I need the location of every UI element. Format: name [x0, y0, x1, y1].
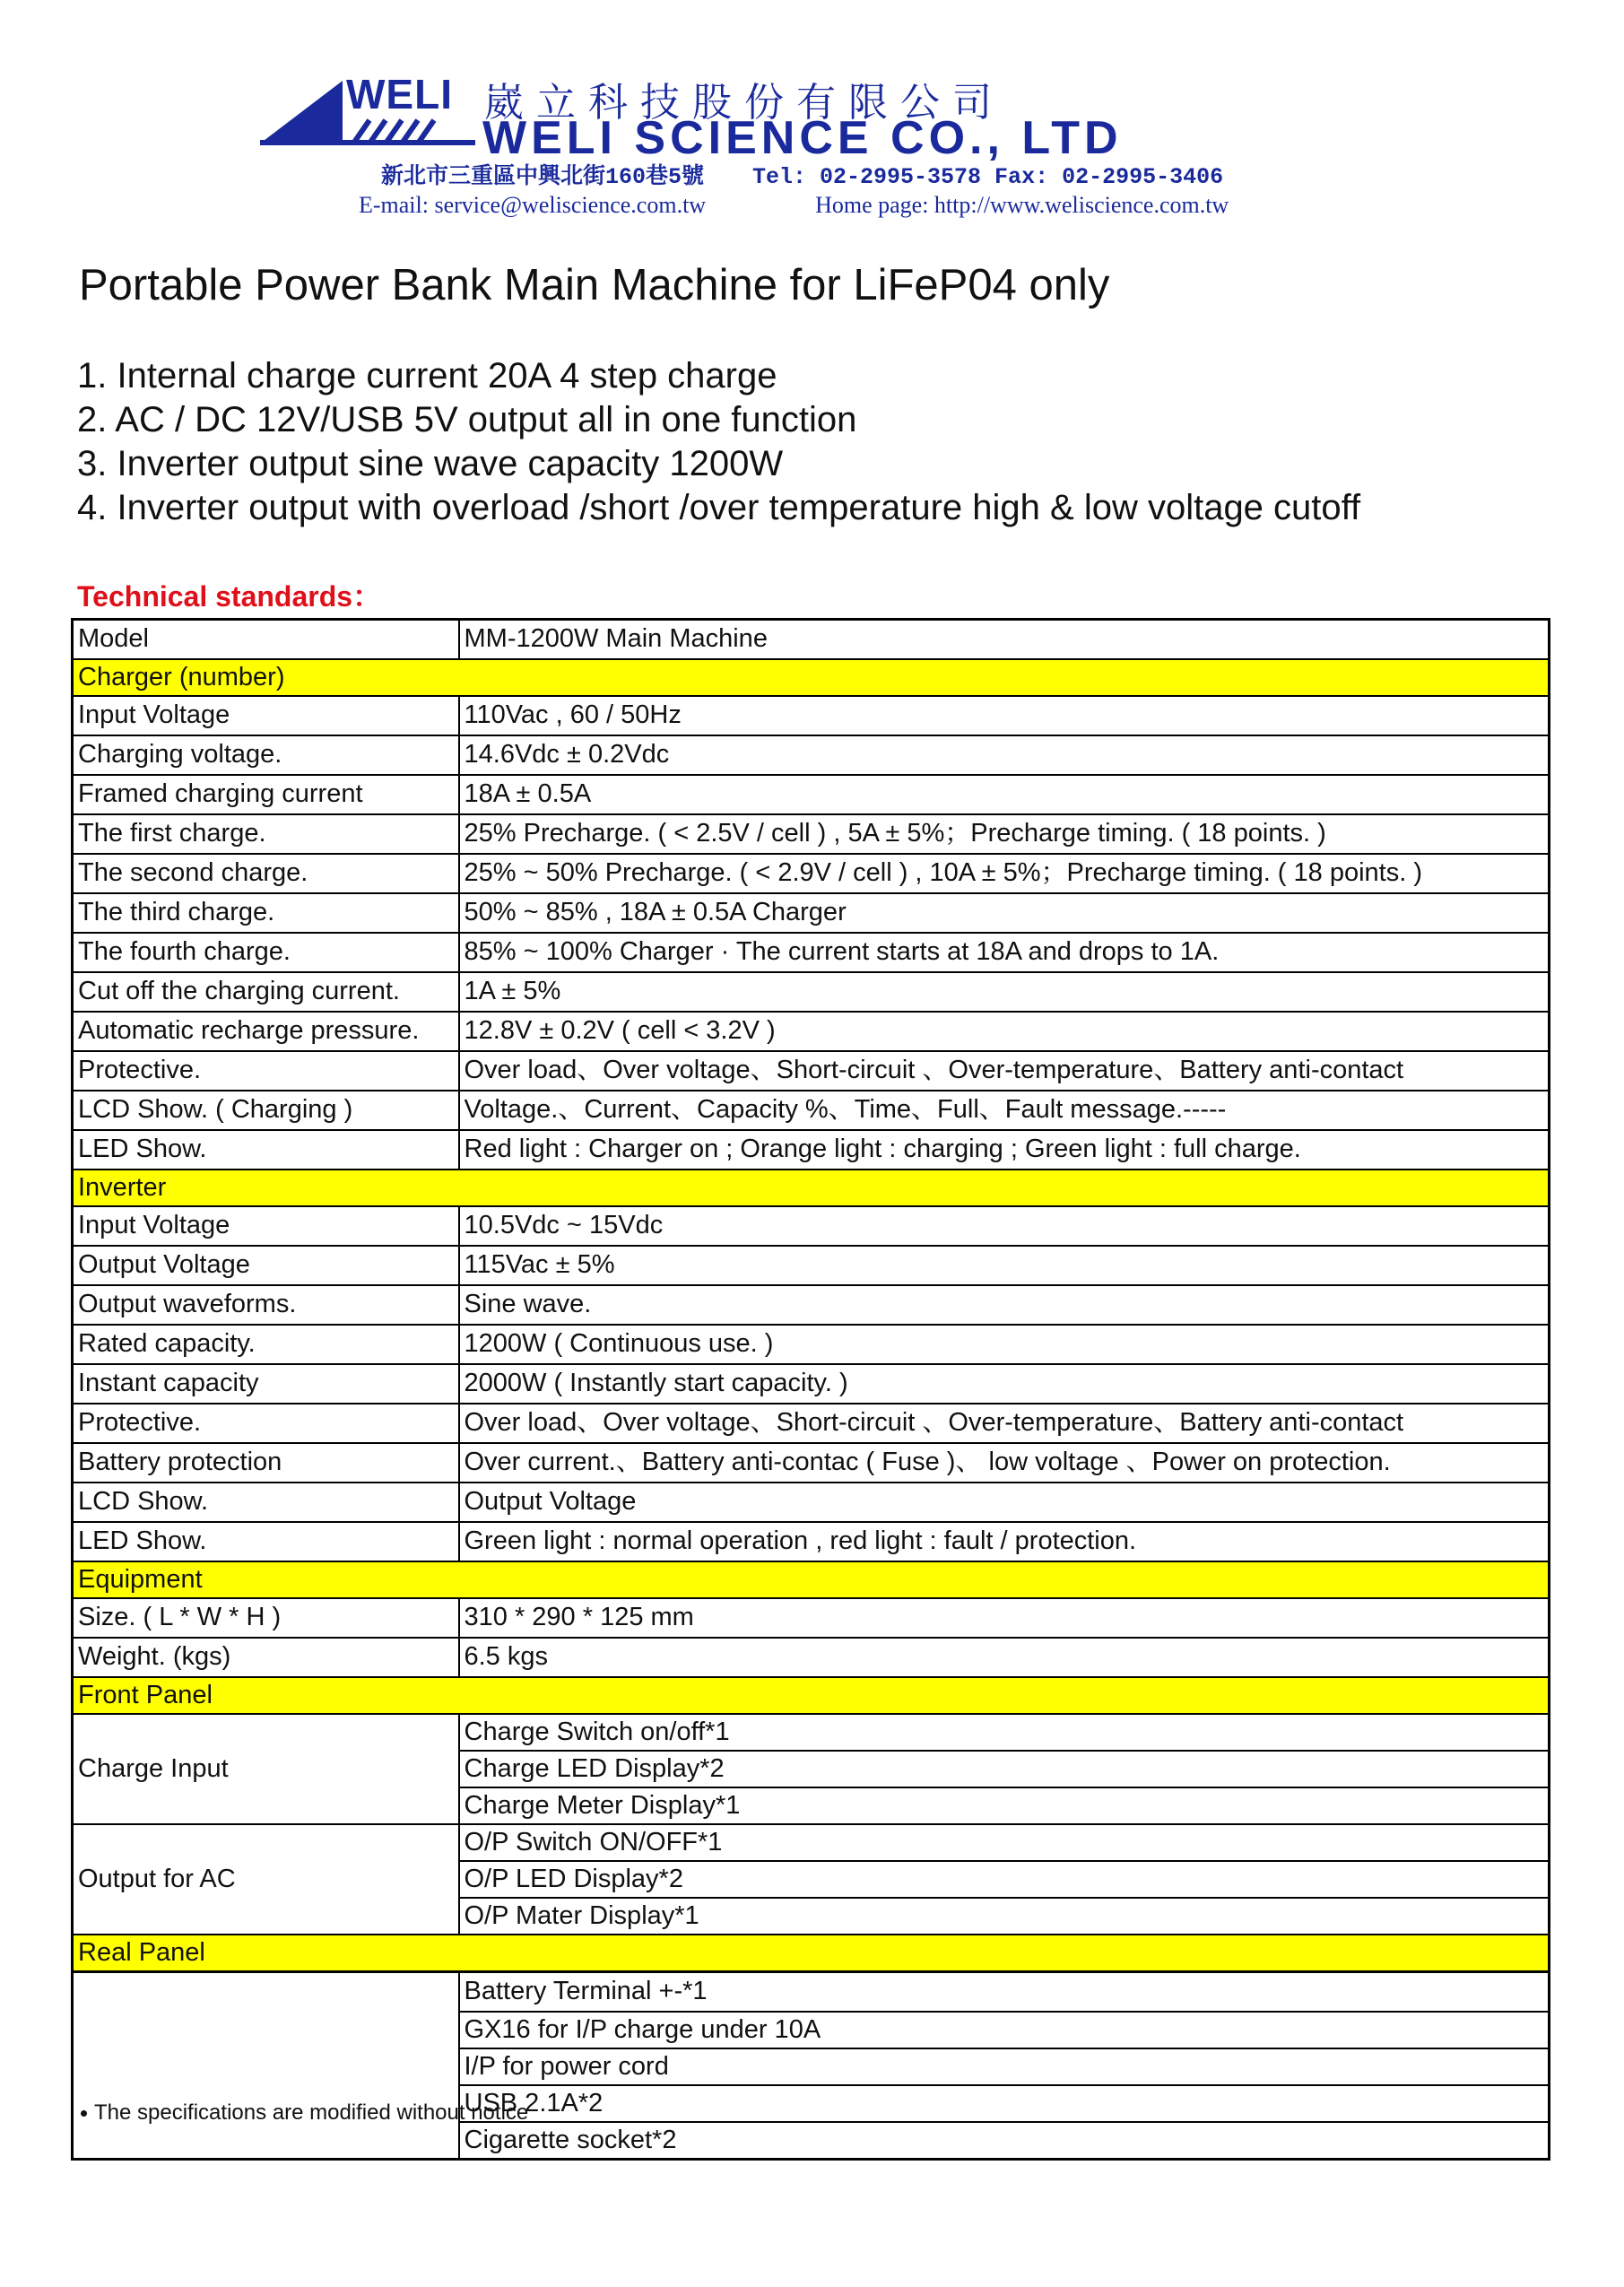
table-row: [73, 893, 1550, 933]
section-header-charger: [73, 659, 1550, 696]
spec-label: Rated capacity.: [73, 1325, 459, 1364]
spec-label: Charging voltage.: [73, 735, 459, 775]
address-line: [381, 158, 1223, 190]
spec-value: O/P Mater Display*1: [459, 1898, 1550, 1935]
spec-table: [71, 618, 1550, 2161]
spec-label: Automatic recharge pressure.: [73, 1012, 459, 1051]
document-title: Portable Power Bank Main Machine for LiFeP04 only: [79, 261, 1110, 309]
table-row: [73, 775, 1550, 814]
table-row: [73, 814, 1550, 854]
section-header-front-panel: [73, 1677, 1550, 1714]
email-link[interactable]: E-mail: service@weliscience.com.tw: [359, 192, 707, 218]
table-row: [73, 1246, 1550, 1285]
spec-value: Output Voltage: [459, 1483, 1550, 1522]
spec-label: The fourth charge.: [73, 933, 459, 972]
spec-value: 85% ~ 100% Charger · The current starts at 18A and drops to 1A.: [459, 933, 1550, 972]
spec-value: Sine wave.: [459, 1285, 1550, 1325]
footnote-text: The specifications are modified without notice: [94, 2100, 529, 2125]
spec-label: Size. ( L * W * H ): [73, 1598, 459, 1638]
table-row: [73, 1443, 1550, 1483]
section-header-real-panel: [73, 1935, 1550, 1972]
spec-value: 2000W ( Instantly start capacity. ): [459, 1364, 1550, 1404]
section-title: Charger (number): [73, 659, 1550, 696]
table-row: [73, 1972, 1550, 2013]
spec-value: 25% Precharge. ( < 2.5V / cell ) , 5A ± 5%；Precharge timing. ( 18 points. ): [459, 814, 1550, 854]
table-row: [73, 1285, 1550, 1325]
table-row: [73, 1522, 1550, 1561]
spec-value: Green light : normal operation , red light : fault / protection.: [459, 1522, 1550, 1561]
spec-value: Cigarette socket*2: [459, 2122, 1550, 2160]
section-title: Real Panel: [73, 1935, 1550, 1972]
table-row: [73, 1051, 1550, 1091]
feature-item: 3. Inverter output sine wave capacity 1200W: [77, 444, 784, 483]
spec-label: Instant capacity: [73, 1364, 459, 1404]
feature-item: 4. Inverter output with overload /short /over temperature high & low voltage cutoff: [77, 488, 1361, 527]
spec-label: LED Show.: [73, 1130, 459, 1170]
company-name-chinese: 崴立科技股份有限公司: [484, 80, 1004, 126]
spec-label: [73, 1972, 459, 2160]
table-row: [73, 1325, 1550, 1364]
spec-label: Protective.: [73, 1051, 459, 1091]
spec-label: Protective.: [73, 1404, 459, 1443]
company-name-english: WELI SCIENCE CO., LTD: [482, 112, 1123, 164]
section-header-inverter: [73, 1170, 1550, 1206]
section-title: Equipment: [73, 1561, 1550, 1598]
table-row: [73, 1824, 1550, 1861]
spec-label: Framed charging current: [73, 775, 459, 814]
bullet-icon: [81, 2110, 87, 2117]
spec-label: Weight. (kgs): [73, 1638, 459, 1677]
brand-wordmark: WELI: [346, 71, 453, 117]
table-row: [73, 735, 1550, 775]
spec-value: 310 * 290 * 125 mm: [459, 1598, 1550, 1638]
table-row: [73, 933, 1550, 972]
footnote: [81, 2100, 528, 2126]
section-title: Inverter: [73, 1170, 1550, 1206]
table-row: [73, 696, 1550, 735]
spec-label: LED Show.: [73, 1522, 459, 1561]
spec-value: 1200W ( Continuous use. ): [459, 1325, 1550, 1364]
table-row: [73, 1638, 1550, 1677]
table-row: [73, 1364, 1550, 1404]
feature-item: 2. AC / DC 12V/USB 5V output all in one function: [77, 400, 857, 439]
spec-value: Red light : Charger on ; Orange light : charging ; Green light : full charge.: [459, 1130, 1550, 1170]
spec-label: Output Voltage: [73, 1246, 459, 1285]
table-row: [73, 1483, 1550, 1522]
spec-value: 1A ± 5%: [459, 972, 1550, 1012]
spec-label: The second charge.: [73, 854, 459, 893]
spec-label: Cut off the charging current.: [73, 972, 459, 1012]
spec-value: 12.8V ± 0.2V ( cell < 3.2V ): [459, 1012, 1550, 1051]
spec-label: Battery protection: [73, 1443, 459, 1483]
spec-label: Input Voltage: [73, 1206, 459, 1246]
spec-value: MM-1200W Main Machine: [459, 620, 1550, 660]
company-address: 新北市三重區中興北街160巷5號: [381, 164, 705, 190]
table-row: [73, 1091, 1550, 1130]
table-row: [73, 972, 1550, 1012]
section-title: Front Panel: [73, 1677, 1550, 1714]
table-row: [73, 854, 1550, 893]
spec-label: The first charge.: [73, 814, 459, 854]
spec-value: Battery Terminal +-*1: [459, 1972, 1550, 2013]
table-row: [73, 1714, 1550, 1751]
table-row: [73, 1598, 1550, 1638]
spec-label: The third charge.: [73, 893, 459, 933]
technical-standards-heading: Technical standards：: [77, 580, 382, 613]
spec-value: Charge Switch on/off*1: [459, 1714, 1550, 1751]
spec-value: Over load、Over voltage、Short-circuit 、Over-temperature、Battery anti-contact: [459, 1051, 1550, 1091]
spec-value: Over load、Over voltage、Short-circuit 、Over-temperature、Battery anti-contact: [459, 1404, 1550, 1443]
spec-value: 115Vac ± 5%: [459, 1246, 1550, 1285]
spec-value: Charge LED Display*2: [459, 1751, 1550, 1787]
spec-value: GX16 for I/P charge under 10A: [459, 2012, 1550, 2048]
spec-value: O/P Switch ON/OFF*1: [459, 1824, 1550, 1861]
table-row: [73, 620, 1550, 660]
spec-value: 110Vac , 60 / 50Hz: [459, 696, 1550, 735]
spec-value: Charge Meter Display*1: [459, 1787, 1550, 1824]
spec-value: 25% ~ 50% Precharge. ( < 2.9V / cell ) , 10A ± 5%；Precharge timing. ( 18 points. ): [459, 854, 1550, 893]
spec-value: 6.5 kgs: [459, 1638, 1550, 1677]
spec-label: Output waveforms.: [73, 1285, 459, 1325]
table-row: [73, 1404, 1550, 1443]
table-row: [73, 1012, 1550, 1051]
table-row: [73, 1130, 1550, 1170]
spec-label: LCD Show.: [73, 1483, 459, 1522]
spec-value: O/P LED Display*2: [459, 1861, 1550, 1898]
spec-value: 18A ± 0.5A: [459, 775, 1550, 814]
letterhead: [260, 70, 1229, 240]
spec-value: 10.5Vdc ~ 15Vdc: [459, 1206, 1550, 1246]
spec-value: 14.6Vdc ± 0.2Vdc: [459, 735, 1550, 775]
section-header-equipment: [73, 1561, 1550, 1598]
contact-line: [359, 192, 1229, 219]
table-row: [73, 1206, 1550, 1246]
spec-label: Charge Input: [73, 1714, 459, 1824]
homepage-link[interactable]: Home page: http://www.weliscience.com.tw: [815, 192, 1229, 218]
feature-item: 1. Internal charge current 20A 4 step charge: [77, 356, 777, 396]
spec-label: Model: [73, 620, 459, 660]
spec-value: I/P for power cord: [459, 2048, 1550, 2085]
spec-label: Output for AC: [73, 1824, 459, 1935]
spec-value: Over current.、Battery anti-contac ( Fuse )、 low voltage 、Power on protection.: [459, 1443, 1550, 1483]
spec-value: USB 2.1A*2: [459, 2085, 1550, 2122]
spec-label: Input Voltage: [73, 696, 459, 735]
spec-label: LCD Show. ( Charging ): [73, 1091, 459, 1130]
tel-fax: Tel: 02-2995-3578 Fax: 02-2995-3406: [752, 164, 1224, 190]
spec-value: 50% ~ 85% , 18A ± 0.5A Charger: [459, 893, 1550, 933]
spec-value: Voltage.、Current、Capacity %、Time、Full、Fault message.-----: [459, 1091, 1550, 1130]
feature-list: [77, 354, 1360, 530]
